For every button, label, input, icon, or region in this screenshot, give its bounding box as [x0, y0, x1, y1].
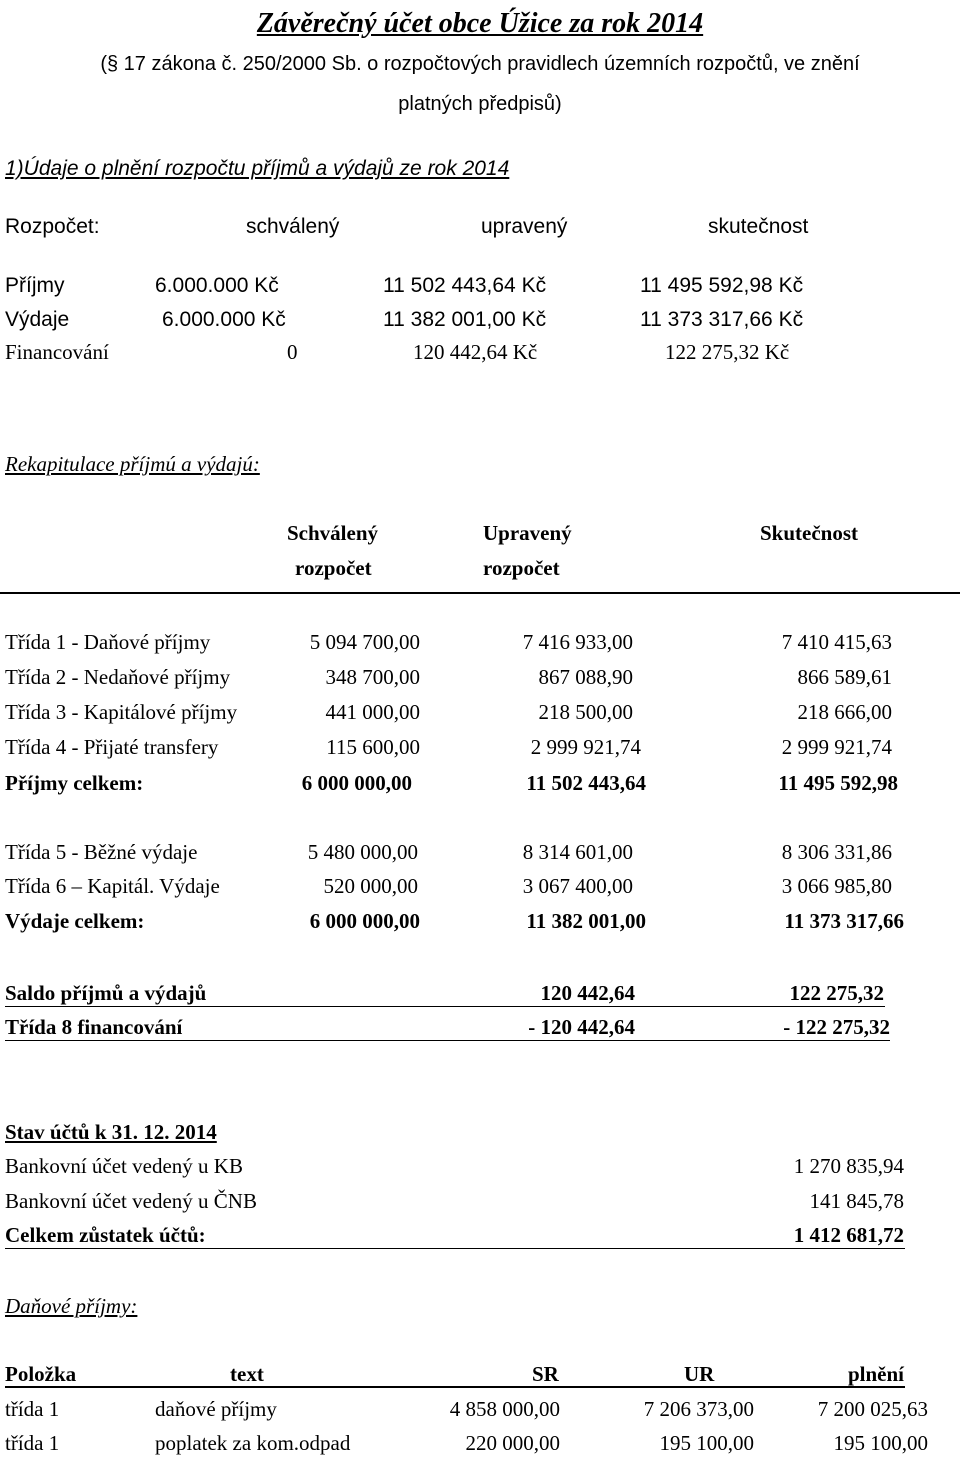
recap-row-label: Třída 1 - Daňové příjmy [5, 630, 211, 654]
budget-row-actual: 11 495 592,98 Kč [640, 274, 804, 297]
recap-row-adjusted: 120 442,64 [540, 981, 635, 1005]
recap-row-actual: 11 495 592,98 [778, 771, 898, 795]
account-kb-label: Bankovní účet vedený u KB [5, 1154, 243, 1178]
budget-row-actual: 11 373 317,66 Kč [640, 308, 804, 331]
page-title: Závěrečný účet obce Úžice za rok 2014 [256, 8, 704, 39]
tax-row-text: poplatek za kom.odpad [155, 1431, 351, 1455]
recap-row-approved: 5 480 000,00 [307, 840, 418, 864]
header-divider [0, 592, 960, 594]
budget-row-approved: 6.000.000 Kč [155, 274, 279, 297]
recap-row-actual: 866 589,61 [797, 665, 892, 689]
recap-row-actual: 218 666,00 [797, 700, 892, 724]
recap-row-label: Třída 6 – Kapitál. Výdaje [5, 874, 220, 898]
recap-row-adjusted: 3 067 400,00 [522, 874, 633, 898]
budget-header-approved: schválený [246, 215, 340, 238]
recap-row-actual: 11 373 317,66 [784, 909, 904, 933]
recap-row-adjusted: 218 500,00 [538, 700, 633, 724]
subtitle-line-2: platných předpisů) [398, 93, 562, 115]
recap-row-actual: 122 275,32 [789, 981, 884, 1005]
recap-row-approved: 348 700,00 [325, 665, 420, 689]
budget-header-label: Rozpočet: [5, 215, 100, 238]
accounts-total-label: Celkem zůstatek účtů: [5, 1223, 206, 1247]
recap-row-label: Třída 8 financování [5, 1015, 183, 1039]
tax-row-ur: 195 100,00 [659, 1431, 754, 1455]
col-text-header: text [230, 1362, 264, 1386]
tax-row-fulfilment: 195 100,00 [833, 1431, 928, 1455]
recap-row-approved: 5 094 700,00 [309, 630, 420, 654]
recap-row-actual: - 122 275,32 [783, 1015, 890, 1039]
recap-row-adjusted: 867 088,90 [538, 665, 633, 689]
tax-row-sr: 220 000,00 [465, 1431, 560, 1455]
recap-row-actual: 2 999 921,74 [781, 735, 892, 759]
tax-row-text: daňové příjmy [155, 1397, 277, 1421]
recap-row-adjusted: 8 314 601,00 [522, 840, 633, 864]
recap-row-adjusted: 2 999 921,74 [530, 735, 641, 759]
col-sr-header: SR [532, 1362, 559, 1386]
accounts-total-value: 1 412 681,72 [793, 1223, 904, 1247]
budget-row-label: Financování [5, 340, 109, 364]
tax-header-divider [5, 1386, 905, 1388]
recap-row-adjusted: 7 416 933,00 [522, 630, 633, 654]
account-cnb-value: 141 845,78 [809, 1189, 904, 1213]
col-approved-header: Schválený [287, 521, 379, 545]
recap-row-adjusted: 11 382 001,00 [526, 909, 646, 933]
recap-row-label: Třída 3 - Kapitálové příjmy [5, 700, 238, 724]
accounts-total-underline [5, 1248, 905, 1249]
recap-row-approved: 115 600,00 [326, 735, 420, 759]
recap-row-label: Třída 5 - Běžné výdaje [5, 840, 198, 864]
col-fulfilment-header: plnění [847, 1362, 904, 1386]
col-ur-header: UR [684, 1362, 715, 1386]
col-item-header: Položka [5, 1362, 77, 1386]
account-kb-value: 1 270 835,94 [793, 1154, 904, 1178]
tax-row-sr: 4 858 000,00 [449, 1397, 560, 1421]
recap-row-label: Saldo příjmů a výdajů [5, 981, 207, 1005]
col-actual-header: Skutečnost [760, 521, 859, 545]
recap-row-adjusted: - 120 442,64 [528, 1015, 635, 1039]
recap-row-approved: 520 000,00 [323, 874, 418, 898]
saldo-underline [5, 1006, 885, 1007]
recap-row-label: Třída 4 - Přijaté transfery [5, 735, 219, 759]
budget-row-label: Příjmy [5, 274, 65, 297]
recap-row-actual: 3 066 985,80 [781, 874, 892, 898]
budget-header-adjusted: upravený [481, 215, 568, 238]
budget-row-adjusted: 120 442,64 Kč [413, 340, 538, 364]
tax-row-item: třída 1 [5, 1431, 60, 1455]
budget-row-actual: 122 275,32 Kč [665, 340, 790, 364]
recap-row-adjusted: 11 502 443,64 [526, 771, 646, 795]
budget-row-adjusted: 11 502 443,64 Kč [383, 274, 547, 297]
col-adjusted-header-2: rozpočet [483, 556, 560, 580]
recap-row-actual: 7 410 415,63 [781, 630, 892, 654]
section1-heading: 1)Údaje o plnění rozpočtu příjmů a výdajů ze rok 2014 [5, 157, 510, 180]
budget-row-approved: 0 [287, 340, 298, 364]
recap-row-approved: 6 000 000,00 [301, 771, 412, 795]
budget-row-label: Výdaje [5, 308, 70, 331]
accounts-heading: Stav účtů k 31. 12. 2014 [5, 1120, 217, 1144]
recap-row-label: Výdaje celkem: [5, 909, 145, 933]
budget-header-actual: skutečnost [708, 215, 809, 238]
subtitle-line-1: (§ 17 zákona č. 250/2000 Sb. o rozpočtových pravidlech územních rozpočtů, ve znění [100, 53, 860, 75]
tax-row-ur: 7 206 373,00 [643, 1397, 754, 1421]
recap-row-label: Třída 2 - Nedaňové příjmy [5, 665, 231, 689]
financing-underline [5, 1040, 890, 1041]
col-approved-header-2: rozpočet [295, 556, 372, 580]
tax-row-item: třída 1 [5, 1397, 60, 1421]
tax-row-fulfilment: 7 200 025,63 [817, 1397, 928, 1421]
recap-row-actual: 8 306 331,86 [781, 840, 892, 864]
budget-row-approved: 6.000.000 Kč [162, 308, 286, 331]
recap-row-approved: 6 000 000,00 [309, 909, 420, 933]
account-cnb-label: Bankovní účet vedený u ČNB [5, 1189, 257, 1213]
recap-row-approved: 441 000,00 [325, 700, 420, 724]
recap-heading: Rekapitulace příjmú a výdajú: [5, 452, 260, 476]
recap-row-label: Příjmy celkem: [5, 771, 144, 795]
budget-row-adjusted: 11 382 001,00 Kč [383, 308, 547, 331]
tax-income-heading: Daňové příjmy: [5, 1294, 138, 1318]
col-adjusted-header: Upravený [483, 521, 572, 545]
